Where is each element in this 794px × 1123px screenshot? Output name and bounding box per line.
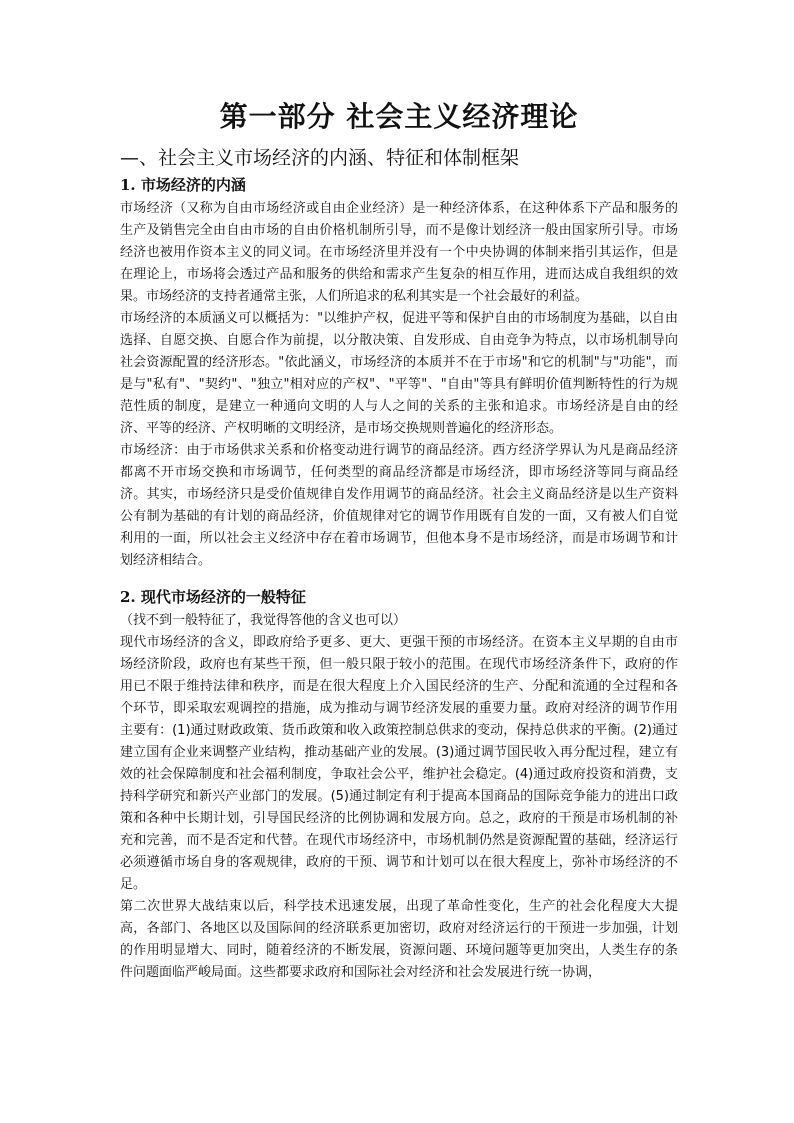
subsection-heading-1: 1. 市场经济的内涵 (120, 176, 246, 194)
paragraph-modern-market-economy: 现代市场经济的含义，即政府给予更多、更大、更强干预的市场经济。在资本主义早期的自由市场经济阶段，政府也有某些干预，但一般只限于较小的范围。在现代市场经济条件下，政府的作用已不限于维持法律和秩序，而是在很大程度上介入国民经济的生产、分配和流通的全过程和各个环节，即采取宏观调控的措施，成为推动与调节经济发展的重要力量。政府对经济的调节作用主要有：(1)通过财政政策、货币政策和收入政策控制总供求的变动，保持总供求的平衡。(2)通过建立国有企业来调整产业结构，推动基础产业的发展。(3)通过调节国民收入再分配过程，建立有效的社会保障制度和社会福利制度，争取社会公平，维护社会稳定。(4)通过政府投资和消费，支持科学研究和新兴产业部门的发展。(5)通过制定有利于提高本国商品的国际竞争能力的进出口政策和各种中长期计划，引导国民经济的比例协调和发展方向。总之，政府的干预是市场机制的补充和完善，而不是否定和代替。在现代市场经济中，市场机制仍然是资源配置的基础，经济运行必须遵循市场自身的客观规律，政府的干预、调节和计划可以在很大程度上，弥补市场经济的不足。 (120, 635, 678, 892)
paragraph-market-economy-regulation: 市场经济：由于市场供求关系和价格变动进行调节的商品经济。西方经济学界认为凡是商品经济都离不开市场交换和市场调节，任何类型的商品经济都是市场经济，即市场经济等同与商品经济。其实，市场经济只是受价值规律自发作用调节的商品经济。社会主义商品经济是以生产资料公有制为基础的有计划的商品经济，价值规律对它的调节作用既有自发的一面，又有被人们自觉利用的一面，所以社会主义经济中存在着市场调节，但他本身不是市场经济，而是市场调节和计划经济相结合。 (120, 443, 678, 568)
document-page (120, 96, 678, 984)
paragraph-market-economy-definition: 市场经济（又称为自由市场经济或自由企业经济）是一种经济体系，在这种体系下产品和服务的生产及销售完全由自由市场的自由价格机制所引导，而不是像计划经济一般由国家所引导。市场经济也被用作资本主义的同义词。在市场经济里并没有一个中央协调的体制来指引其运作，但是在理论上，市场将会透过产品和服务的供给和需求产生复杂的相互作用，进而达成自我组织的效果。市场经济的支持者通常主张，人们所追求的私利其实是一个社会最好的利益。 (120, 201, 678, 304)
paragraph-market-economy-essence: 市场经济的本质涵义可以概括为："以维护产权，促进平等和保护自由的市场制度为基础，以自由选择、自愿交换、自愿合作为前提，以分散决策、自发形成、自由竞争为特点，以市场机制导向社会资源配置的经济形态。"依此涵义，市场经济的本质并不在于市场"和它的机制"与"功能"，而是与"私有"、"契约"、"独立"相对应的产权"、"平等"、"自由"等具有鲜明价值判断特性的行为规范性质的制度，是建立一种通向文明的人与人之间的关系的主张和追求。市场经济是自由的经济、平等的经济、产权明晰的文明经济，是市场交换规则普遍化的经济形态。 (120, 311, 678, 436)
paragraph-postwar-development: 第二次世界大战结束以后，科学技术迅速发展，出现了革命性变化，生产的社会化程度大大提高，各部门、各地区以及国际间的经济联系更加密切，政府对经济运行的干预进一步加强，计划的作用明显增大、同时，随着经济的不断发展，资源问题、环境问题等更加突出，人类生存的条件问题面临严峻局面。这些都要求政府和国际社会对经济和社会发展进行统一协调， (120, 899, 678, 980)
section-heading: —、社会主义市场经济的内涵、特征和体制框架 (120, 147, 520, 169)
subsection-heading-2: 2. 现代市场经济的一般特征 (120, 588, 306, 606)
author-note: （找不到一般特征了，我觉得答他的含义也可以） (120, 613, 407, 628)
page-title: 第一部分 社会主义经济理论 (219, 100, 579, 133)
